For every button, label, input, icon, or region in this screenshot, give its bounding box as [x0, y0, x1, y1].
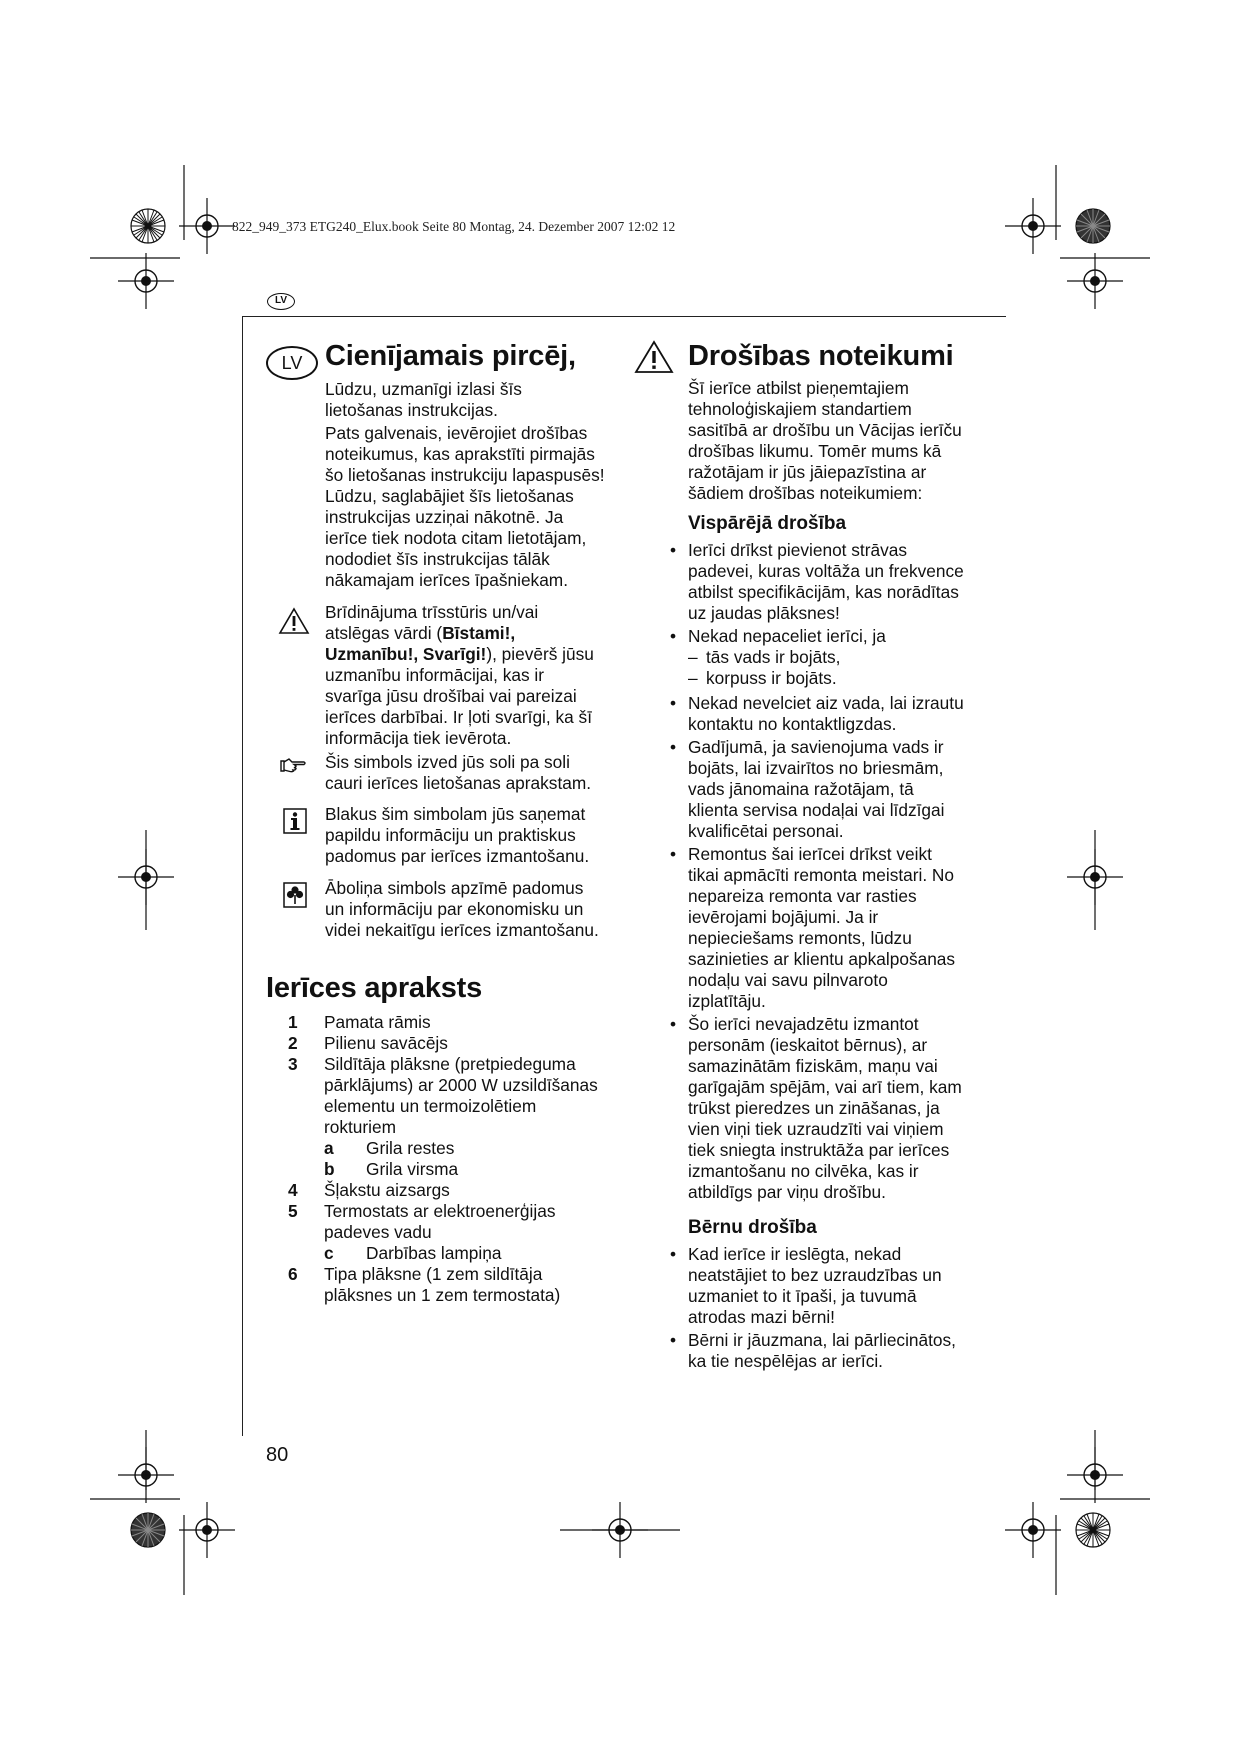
print-info-line: 822_949_373 ETG240_Elux.book Seite 80 Montag, 24. Dezember 2007 12:02 12: [232, 219, 676, 234]
list-item: • Gadījumā, ja savienojuma vads ir bojāts, lai izvairītos no briesmām, vads jānomaina ražotājam, tā klienta servisa nodaļai vai līdzīgai kvalificētai personai.: [670, 737, 1000, 842]
child-safety-title: Bērnu drošība: [688, 1217, 817, 1238]
step-text: Šis simbols izved jūs soli pa soli cauri ierīces lietošanas aprakstam.: [325, 752, 592, 793]
warning-text: Brīdinājuma trīsstūris un/vai atslēgas vārdi (Bīstami!, Uzmanību!, Svarīgi!), pievērš jūsu uzmanību informācijai, kas ir svarīga jūsu drošībai vai pareizai ierīces darbībai. Ir ļoti svarīgi, ka šī informācija tiek ievērota.: [325, 602, 594, 748]
description-title: Ierīces apraksts: [266, 972, 483, 1004]
language-badge-large: LV: [266, 346, 318, 380]
list-item: 1 Pamata rāmis: [288, 1012, 431, 1032]
info-text: Blakus šim simbolam jūs saņemat papildu informāciju un praktiskus padomus par ierīces izmantošanu.: [325, 804, 590, 866]
info-icon: [283, 808, 307, 834]
safety-intro: Šī ierīce atbilst pieņemtajiem tehnoloģiskajiem standartiem sasitībā ar drošību un Vācijas ierīču drošības likumu. Tomēr mums kā ražotājam ir jūs jāiepazīstina ar šādiem drošības noteikumiem:: [688, 378, 962, 503]
child-safety-list: [670, 1244, 1000, 1372]
list-item: • Bērni ir jāuzmana, lai pārliecinātos, ka tie nespēlējas ar ierīci.: [670, 1330, 1000, 1372]
page-number: 80: [266, 1444, 289, 1466]
list-item: • Šo ierīci nevajadzētu izmantot personām (ieskaitot bērnus), ar samazinātām fiziskām, maņu vai garīgajām spējām, vai arī tiem, kam trūkst pieredzes un zināšanas, ja vien viņi tiek uzraudzīti vai viņiem tiek sniegta instruktāža par ierīces izmantošanu no cilvēka, kas ir atbildīgs par viņu drošību.: [670, 1014, 1000, 1203]
clover-icon: [283, 882, 307, 908]
parts-list: [266, 1012, 636, 1306]
list-subitem: a Grila restes: [324, 1138, 455, 1158]
list-item: 4 Šļakstu aizsargs: [288, 1180, 450, 1200]
list-subitem: c Darbības lampiņa: [324, 1243, 502, 1263]
sub-list-item: – tās vads ir bojāts,: [688, 647, 1000, 668]
general-safety-list: [670, 540, 1000, 1203]
safety-warning-icon: [634, 340, 674, 374]
list-item: 3 Sildītāja plāksne (pretpiedeguma pārklājums) ar 2000 W uzsildīšanas elementu un termoizolētiem rokturiem: [288, 1054, 598, 1137]
pointing-hand-icon: [279, 756, 307, 774]
right-title: Drošības noteikumi: [688, 340, 954, 372]
list-item: 5 Termostats ar elektroenerģijas padeves vadu: [288, 1201, 556, 1242]
margin-rule: [242, 316, 243, 1436]
intro-text: Lūdzu, uzmanīgi izlasi šīs lietošanas instrukcijas. Pats galvenais, ievērojiet drošības noteikumus, kas aprakstīti pirmajās šo lietošanas instrukciju lapaspusēs! Lūdzu, saglabājiet šīs lietošanas instrukcijas uzziņai nākotnē. Ja ierīce tiek nodota citam lietotājam, nododiet šīs instrukcijas tālāk nākamajam ierīces īpašniekam.: [325, 379, 605, 590]
list-item: • Ierīci drīkst pievienot strāvas padevei, kuras voltāža un frekvence atbilst specifikācijām, kas norādītas uz jaudas plāksnes!: [670, 540, 1000, 624]
list-item: • Nekad nepaceliet ierīci, ja – tās vads ir bojāts, – korpuss ir bojāts.: [670, 626, 1000, 689]
warning-triangle-icon: [278, 607, 310, 635]
header-rule: [242, 316, 1006, 317]
list-item: 2 Pilienu savācējs: [288, 1033, 448, 1053]
list-item: • Kad ierīce ir ieslēgta, nekad neatstājiet to bez uzraudzības un uzmaniet to it īpaši, ja tuvumā atrodas mazi bērni!: [670, 1244, 1000, 1328]
list-item: 6 Tipa plāksne (1 zem sildītāja plāksnes un 1 zem termostata): [288, 1264, 561, 1305]
list-item: • Nekad nevelciet aiz vada, lai izrautu kontaktu no kontaktligzdas.: [670, 693, 1000, 735]
left-title: Cienījamais pircēj,: [325, 340, 576, 372]
eco-text: Āboliņa simbols apzīmē padomus un informāciju par ekonomisku un videi nekaitīgu ierīces izmantošanu.: [325, 878, 599, 940]
sub-list-item: – korpuss ir bojāts.: [688, 668, 1000, 689]
list-subitem: b Grila virsma: [324, 1159, 459, 1179]
general-safety-title: Vispārējā drošība: [688, 513, 847, 534]
language-badge: LV: [267, 293, 295, 310]
list-item: • Remontus šai ierīcei drīkst veikt tikai apmācīti remonta meistari. No nepareiza remonta var rasties ievērojami bojājumi. Ja ir nepieciešams remonts, lūdzu sazinieties ar klientu apkalpošanas nodaļu vai savu pilnvaroto izplatītāju.: [670, 844, 1000, 1012]
